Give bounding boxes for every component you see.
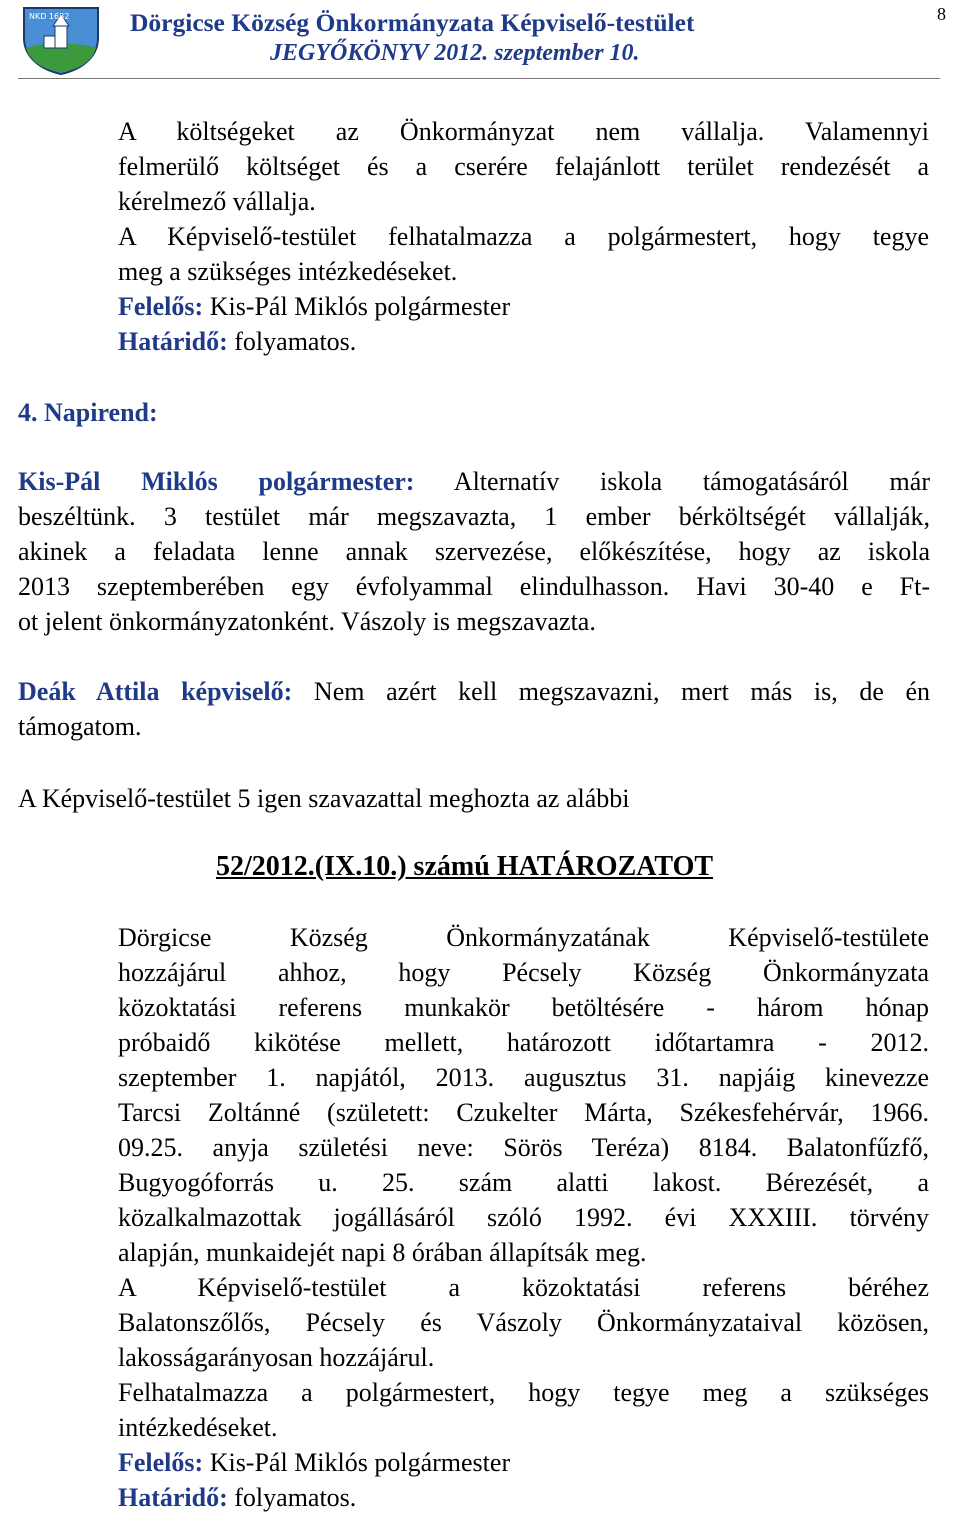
text-line: 2013 szeptemberében egy évfolyammal elindulhasson. Havi 30-40 e Ft-	[18, 572, 930, 601]
responsible-line	[118, 1445, 929, 1480]
page-header	[0, 0, 960, 80]
text-line: A Képviselő-testület a közoktatási referens béréhez	[118, 1273, 929, 1302]
resolution-title: 52/2012.(IX.10.) számú HATÁROZATOT	[216, 851, 714, 882]
text-line: Deák Attila képviselő: Nem azért kell megszavazni, mert más is, de én	[18, 677, 931, 706]
previous-resolution-text	[118, 114, 929, 359]
page-number: 8	[937, 4, 946, 24]
vote-statement: A Képviselő-testület 5 igen szavazattal meghozta az alábbi	[18, 784, 630, 813]
text-line: próbaidő kikötése mellett, határozott időtartamra - 2012.	[118, 1028, 929, 1057]
speaker-name: Deák Attila képviselő:	[18, 677, 293, 706]
text-line: akinek a feladata lenne annak szervezése, előkészítése, hogy az iskola	[18, 537, 930, 566]
text-line: kérelmező vállalja.	[118, 187, 316, 216]
mayor-speech	[18, 464, 930, 639]
text-line: Felhatalmazza a polgármestert, hogy tegye meg a szükséges	[118, 1378, 929, 1407]
text-line: 09.25. anyja születési neve: Sörös Teréza) 8184. Balatonfűzfő,	[118, 1133, 929, 1162]
text-line: beszéltünk. 3 testület már megszavazta, 1 ember bérköltségét vállalják,	[18, 502, 930, 531]
deadline-label: Határidő:	[118, 327, 228, 356]
responsible-label: Felelős:	[118, 1448, 204, 1477]
speaker-name: Kis-Pál Miklós polgármester:	[18, 467, 415, 496]
text-line: meg a szükséges intézkedéseket.	[118, 257, 458, 286]
text-line: felmerülő költséget és a cserére felajánlott terület rendezését a	[118, 152, 929, 181]
deadline-value: folyamatos.	[227, 1483, 357, 1512]
resolution-text	[118, 920, 929, 1515]
responsible-line	[118, 289, 929, 324]
text-line: hozzájárul ahhoz, hogy Pécsely Község Önkormányzata	[118, 958, 929, 987]
text-line: szeptember 1. napjától, 2013. augusztus 31. napjáig kinevezze	[118, 1063, 929, 1092]
text-line: Kis-Pál Miklós polgármester: Alternatív iskola támogatásáról már	[18, 467, 930, 496]
header-subtitle: JEGYŐKÖNYV 2012. szeptember 10.	[270, 40, 640, 66]
text-line: intézkedéseket.	[118, 1413, 278, 1442]
responsible-value: Kis-Pál Miklós polgármester	[203, 1448, 511, 1477]
text-line: A Képviselő-testület felhatalmazza a polgármestert, hogy tegye	[118, 222, 929, 251]
responsible-label: Felelős:	[118, 292, 204, 321]
header-divider	[18, 78, 940, 79]
text-line: Tarcsi Zoltánné (született: Czukelter Márta, Székesfehérvár, 1966.	[118, 1098, 929, 1127]
text-line: A költségeket az Önkormányzat nem vállalja. Valamennyi	[118, 117, 929, 146]
deadline-line	[118, 324, 929, 359]
deadline-label: Határidő:	[118, 1483, 228, 1512]
deadline-line	[118, 1480, 929, 1515]
text-line: alapján, munkaidejét napi 8 órában állapítsák meg.	[118, 1238, 647, 1267]
representative-speech	[18, 674, 930, 744]
deadline-value: folyamatos.	[227, 327, 357, 356]
text-line: ot jelent önkormányzatonként. Vászoly is megszavazta.	[18, 607, 596, 636]
crest-text: NKD 1682	[29, 12, 70, 21]
village-crest-icon	[20, 4, 102, 76]
header-title: Dörgicse Község Önkormányzata Képviselő-testület	[130, 8, 695, 37]
text-line: Balatonszőlős, Pécsely és Vászoly Önkormányzataival közösen,	[118, 1308, 929, 1337]
text-line: támogatom.	[18, 712, 142, 741]
responsible-value: Kis-Pál Miklós polgármester	[203, 292, 511, 321]
agenda-heading: 4. Napirend:	[18, 398, 158, 427]
text-line: közoktatási referens munkakör betöltésére - három hónap	[118, 993, 929, 1022]
text-line: Dörgicse Község Önkormányzatának Képviselő-testülete	[118, 923, 929, 952]
text-line: közalkalmazottak jogállásáról szóló 1992. évi XXXIII. törvény	[118, 1203, 929, 1232]
text-line: lakosságarányosan hozzájárul.	[118, 1343, 435, 1372]
text-line: Bugyogóforrás u. 25. szám alatti lakost. Bérezését, a	[118, 1168, 929, 1197]
